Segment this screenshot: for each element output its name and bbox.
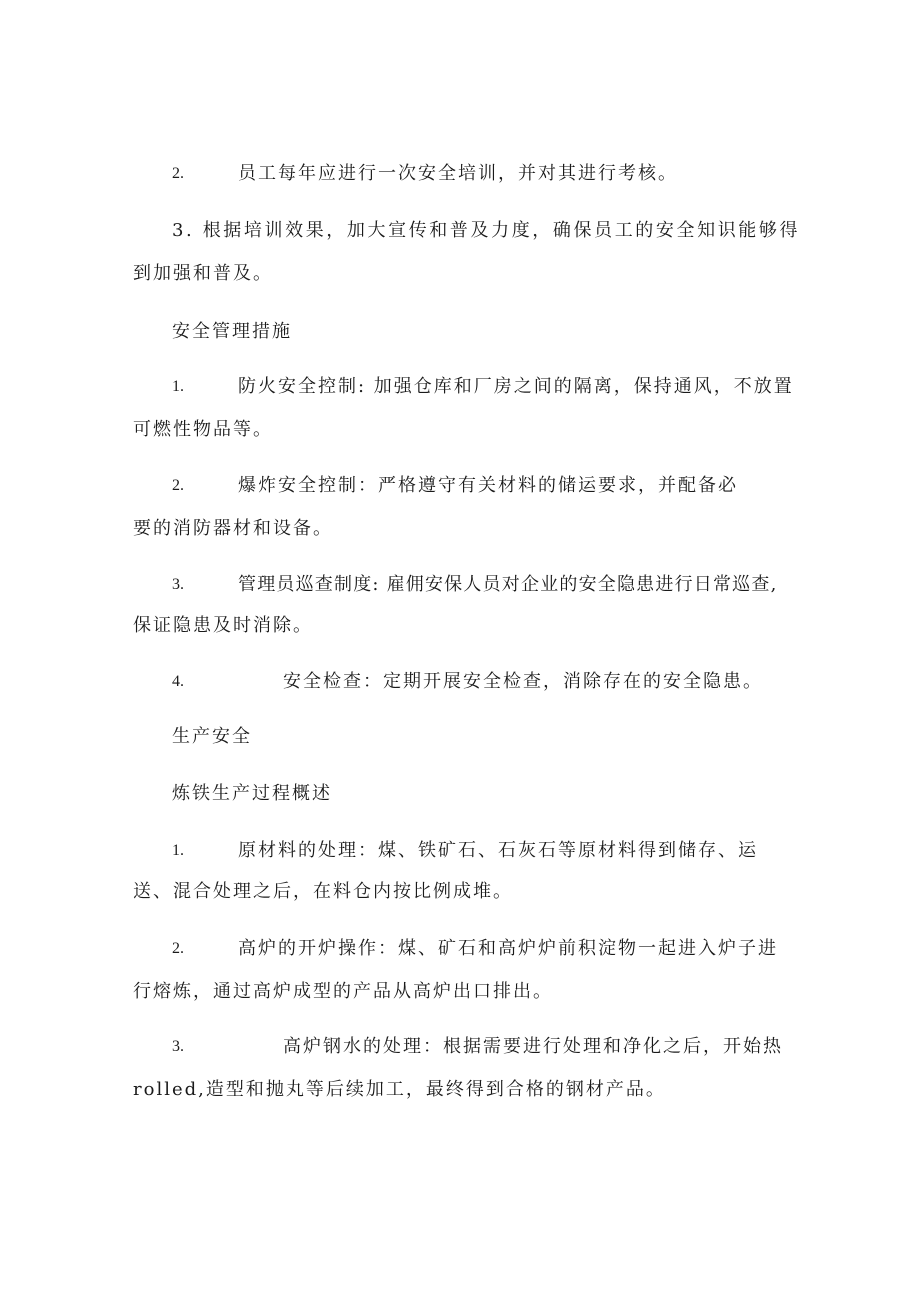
- section-heading: 安全管理措施: [172, 321, 292, 342]
- item-number: 3.: [172, 1038, 184, 1055]
- item-number: 1.: [172, 378, 184, 395]
- item-number: 3.: [172, 576, 184, 593]
- paragraph-text: 管理员巡查制度: 雇佣安保人员对企业的安全隐患进行日常巡查,: [238, 574, 778, 595]
- paragraph-text: 员工每年应进行一次安全培训，并对其进行考核。: [238, 163, 678, 184]
- paragraph-text: 到加强和普及。: [133, 263, 273, 284]
- paragraph-text: 送、混合处理之后，在料仓内按比例成堆。: [133, 881, 513, 902]
- paragraph-text: 要的消防器材和设备。: [133, 518, 333, 539]
- item-number: 4.: [172, 673, 184, 690]
- paragraph-text: 防火安全控制: 加强仓库和厂房之间的隔离，保持通风，不放置: [238, 376, 794, 397]
- item-number: 2.: [172, 477, 184, 494]
- item-number: 1.: [172, 842, 184, 859]
- paragraph-text: 安全检查：定期开展安全检查，消除存在的安全隐患。: [283, 671, 763, 692]
- paragraph-text: 爆炸安全控制：严格遵守有关材料的储运要求，并配备必: [238, 475, 738, 496]
- item-number: 2.: [172, 940, 184, 957]
- section-heading: 炼铁生产过程概述: [172, 783, 332, 804]
- paragraph-text: 行熔炼，通过高炉成型的产品从高炉出口排出。: [133, 981, 553, 1002]
- paragraph-text: 原材料的处理：煤、铁矿石、石灰石等原材料得到储存、运: [238, 840, 758, 861]
- paragraph-text: 高炉钢水的处理：根据需要进行处理和净化之后，开始热: [283, 1036, 783, 1057]
- paragraph-text: 保证隐患及时消除。: [133, 615, 313, 636]
- item-number: 2.: [172, 165, 184, 182]
- paragraph-text: 可燃性物品等。: [133, 419, 273, 440]
- paragraph-text: 高炉的开炉操作：煤、矿石和高炉炉前积淀物一起进入炉子进: [238, 938, 778, 959]
- paragraph-text: 3. 根据培训效果，加大宣传和普及力度，确保员工的安全知识能够得: [172, 220, 801, 241]
- paragraph-text: rolled,造型和抛丸等后续加工，最终得到合格的钢材产品。: [133, 1079, 666, 1100]
- section-heading: 生产安全: [172, 726, 252, 747]
